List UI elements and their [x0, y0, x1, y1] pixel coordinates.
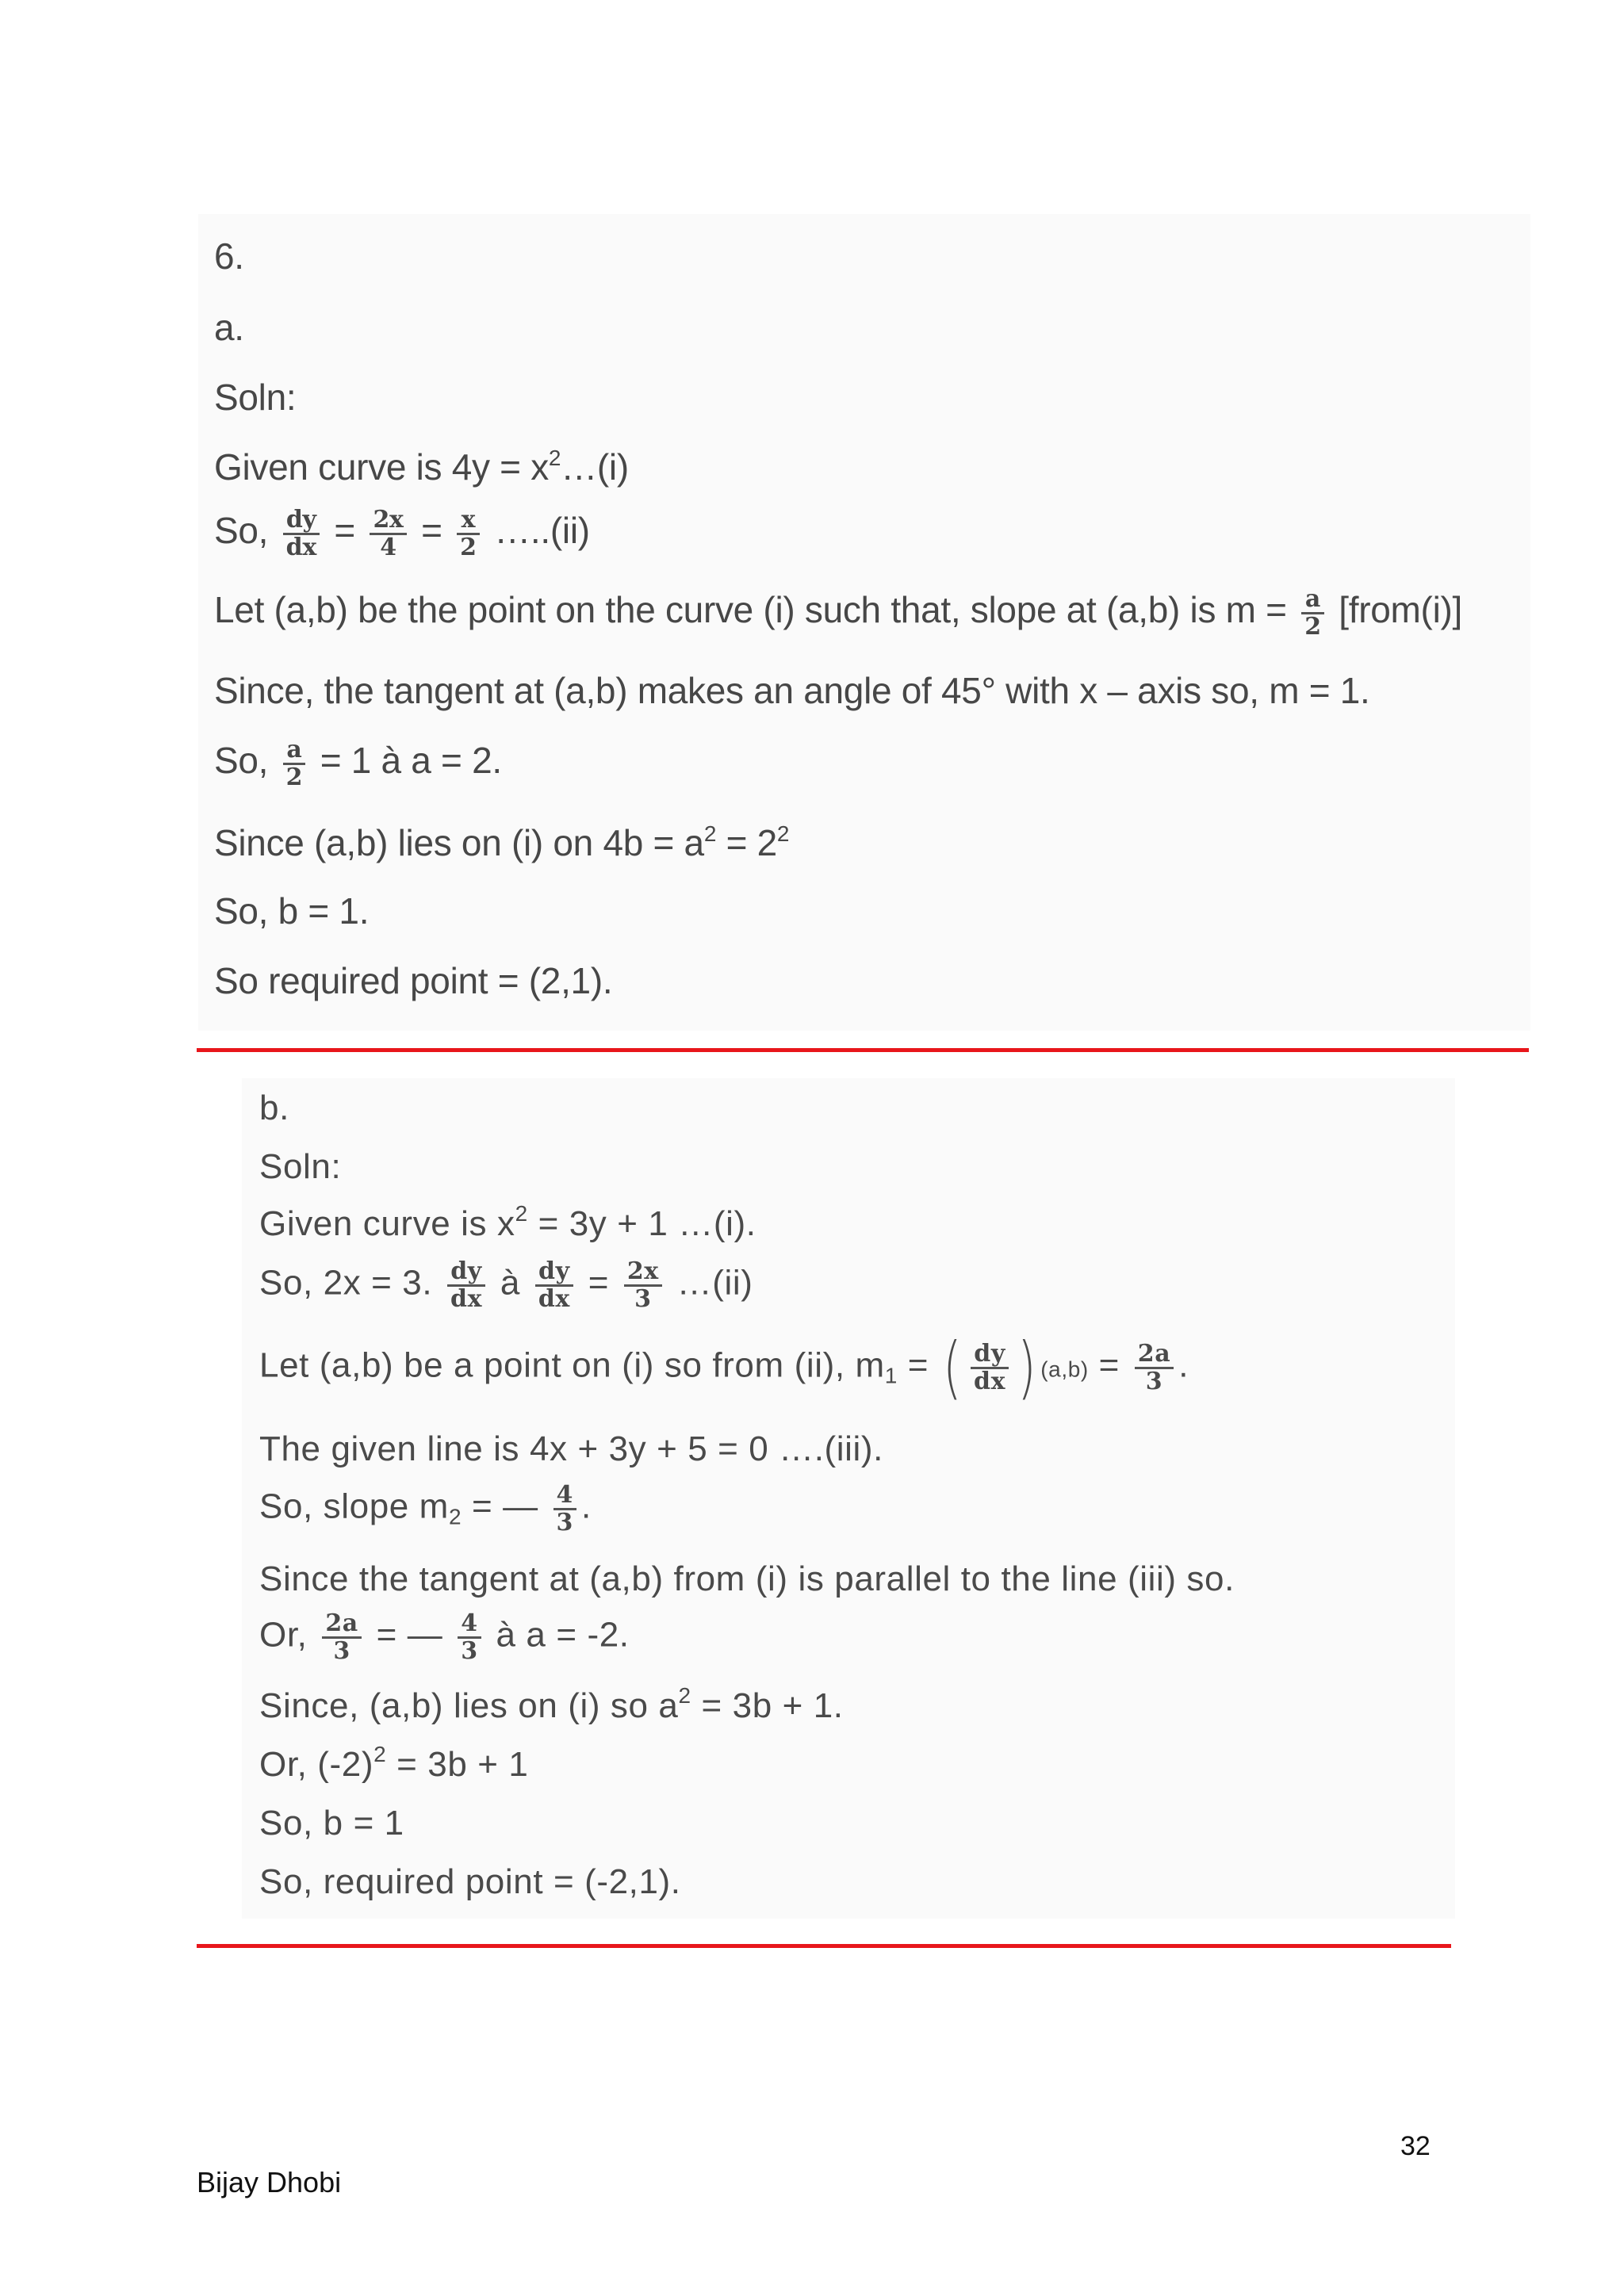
solution-part-a [198, 214, 1530, 1031]
derivative-line: So, 2x = 3. $\frac{dy}{dx}$ à $\frac{dy}{dx}$ = $\frac{2x}{3}$ …(ii) [259, 1257, 753, 1313]
given-line-equation: The given line is 4x + 3y + 5 = 0 ….(iii). [259, 1429, 883, 1468]
lies-on-line: Since (a,b) lies on (i) on $4b = a^2 = 2^2$ [214, 821, 790, 863]
soln-label: Soln: [214, 377, 297, 418]
fraction: $\frac{dy}{dx}$ [447, 1259, 485, 1311]
tangent-angle-line: Since, the tangent at (a,b) makes an angle of 45° with x – axis so, m = 1. [214, 670, 1370, 711]
fraction: $\frac{4}{3}$ [458, 1611, 481, 1663]
fraction: $\frac{x}{2}$ [457, 507, 480, 560]
answer-line: So, required point = (-2,1). [259, 1862, 681, 1901]
fraction: $\frac{a}{2}$ [1301, 587, 1324, 639]
author-name: Bijay Dhobi [197, 2166, 342, 2198]
soln-label: Soln: [259, 1147, 342, 1186]
fraction: $\frac{dy}{dx}$ [971, 1341, 1009, 1394]
fraction: $\frac{dy}{dx}$ [535, 1259, 573, 1311]
slope-line: Let (a,b) be the point on the curve (i) such that, slope at (a,b) is m = $\frac{a}{2}$ [from(i)] [214, 585, 1462, 641]
solve-a-line: Or, $\frac{2a}{3}$ = — $\frac{4}{3}$ à a = -2. [259, 1609, 630, 1665]
divider-rule [197, 1048, 1529, 1052]
derivative-line: So, $\frac{dy}{dx}$ = $\frac{2x}{4}$ = $\frac{x}{2}$ …..(ii) [214, 506, 590, 561]
solution-part-b [242, 1078, 1455, 1919]
fraction: $\frac{4}{3}$ [553, 1483, 576, 1535]
fraction: $\frac{dy}{dx}$ [283, 507, 320, 560]
given-curve-line: Given curve is $x^2 = 3y + 1$ …(i). [259, 1201, 756, 1243]
fraction: $\frac{2x}{3}$ [624, 1259, 662, 1311]
parallel-line: Since the tangent at (a,b) from (i) is parallel to the line (iii) so. [259, 1559, 1235, 1598]
part-label-b: b. [259, 1089, 289, 1127]
fraction: $\frac{2a}{3}$ [322, 1611, 362, 1663]
part-label-a: a. [214, 307, 244, 348]
lies-on-line: Since, (a,b) lies on (i) so $a^2 = 3b + 1$. [259, 1683, 844, 1725]
left-paren: ( [942, 1328, 962, 1407]
page-number: 32 [1400, 2131, 1431, 2161]
point-slope-line: Let (a,b) be a point on (i) so from (ii), $m_1$ = ( $\frac{dy}{dx}$ ) (a,b) = $\frac{2a}{3}$ . [259, 1328, 1189, 1407]
fraction: $\frac{2a}{3}$ [1135, 1341, 1174, 1394]
fraction: $\frac{2x}{4}$ [370, 507, 406, 560]
fraction: $\frac{a}{2}$ [283, 737, 306, 790]
question-number: 6. [214, 235, 244, 277]
b-value-line: So, b = 1. [214, 890, 370, 932]
right-paren: ) [1017, 1328, 1037, 1407]
solve-a-line: So, $\frac{a}{2}$ = 1 à a = 2. [214, 736, 502, 791]
answer-line: So required point = (2,1). [214, 960, 613, 1001]
slope-m2-line: So, slope $m_2$ = — $\frac{4}{3}$ . [259, 1481, 592, 1536]
divider-rule [197, 1944, 1451, 1948]
given-curve-line: Given curve is $4y = x^2\dots(i)$ [214, 446, 629, 488]
b-value-line: So, b = 1 [259, 1804, 404, 1843]
substitute-line: Or, $(-2)^2 = 3b + 1$ [259, 1742, 529, 1784]
